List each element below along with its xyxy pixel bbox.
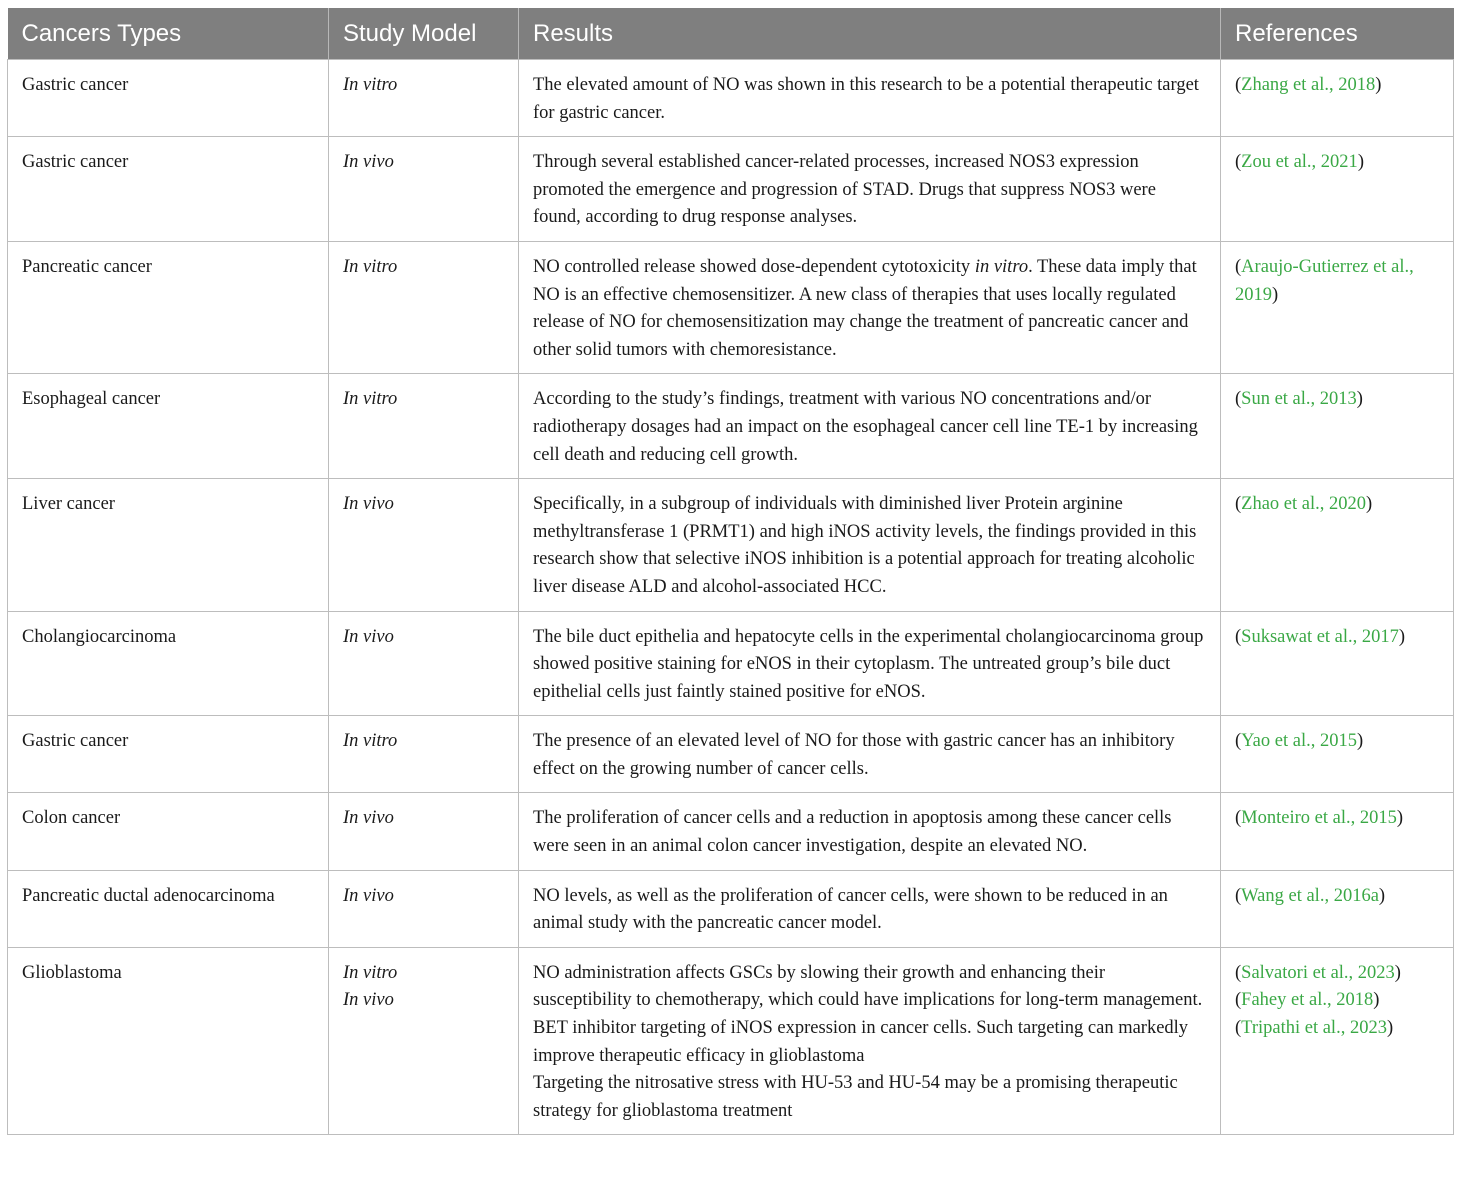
reference-link[interactable]: Araujo-Gutierrez et al., 2019 [1235,256,1414,305]
cell-study-model [329,374,519,479]
reference-citation: (Suksawat et al., 2017) [1235,626,1406,647]
cell-references [1221,870,1454,947]
cell-study-model [329,241,519,373]
cell-study-model [329,947,519,1135]
reference-citation: (Monteiro et al., 2015) [1235,808,1404,829]
reference-citation: (Sun et al., 2013) [1235,389,1363,410]
reference-citation: (Zhang et al., 2018) [1235,75,1382,95]
cell-results [519,793,1221,870]
cell-references [1221,716,1454,793]
reference-link[interactable]: Monteiro et al., 2015 [1241,808,1397,829]
cell-references [1221,374,1454,479]
result-text: NO levels, as well as the proliferation of cancer cells, were shown to be reduced in an animal study with the pancreatic cancer model. [533,885,1168,934]
cell-results [519,60,1221,137]
reference-citation: (Zou et al., 2021) [1235,152,1364,173]
cell-references [1221,479,1454,611]
reference-link[interactable]: Zhang et al., 2018 [1241,75,1376,95]
cell-references [1221,137,1454,242]
cell-results [519,479,1221,611]
reference-citation: (Salvatori et al., 2023) [1235,962,1401,983]
table-row [8,60,1454,137]
cell-study-model [329,60,519,137]
cell-study-model [329,716,519,793]
cell-results [519,870,1221,947]
cell-cancer-type: Gastric cancer [8,137,329,242]
reference-link[interactable]: Salvatori et al., 2023 [1241,962,1395,983]
cell-cancer-type: Gastric cancer [8,60,329,137]
reference-link[interactable]: Fahey et al., 2018 [1241,990,1374,1011]
cell-references [1221,947,1454,1135]
reference-link[interactable]: Suksawat et al., 2017 [1241,626,1399,647]
table-row [8,241,1454,373]
result-text: The presence of an elevated level of NO for those with gastric cancer has an inhibitory effect on the growing number of cancer cells. [533,731,1175,779]
cell-cancer-type: Glioblastoma [8,947,329,1135]
header-references: References [1221,8,1454,60]
table-row [8,793,1454,870]
cell-study-model [329,137,519,242]
result-text: BET inhibitor targeting of iNOS expression in cancer cells. Such targeting can markedly improve therapeutic efficacy in glioblastoma [533,1018,1189,1066]
result-text: The proliferation of cancer cells and a reduction in apoptosis among these cancer cells were seen in an animal colon cancer investigation, despite an elevated NO. [533,808,1172,857]
study-model-label: In vivo [343,626,394,647]
study-model-label: In vivo [343,494,394,515]
result-text: According to the study’s findings, treatment with various NO concentrations and/or radiotherapy dosages had an impact on the esophageal cancer cell line TE-1 by increasing cell death and reducing cell growth. [533,389,1198,465]
cell-results [519,137,1221,242]
result-text: Through several established cancer-related processes, increased NOS3 expression promoted the emergence and progression of STAD. Drugs that suppress NOS3 were found, according to drug response analyses. [533,152,1156,228]
cell-study-model [329,793,519,870]
cell-results [519,611,1221,716]
study-model-label: In vitro [343,731,398,752]
reference-citation: (Zhao et al., 2020) [1235,494,1373,515]
cell-results [519,241,1221,373]
study-model-label: In vivo [343,885,394,906]
table-row [8,870,1454,947]
reference-link[interactable]: Wang et al., 2016a [1241,885,1379,906]
cell-references [1221,241,1454,373]
study-model-label: In vitro [343,256,398,277]
cell-cancer-type: Cholangiocarcinoma [8,611,329,716]
result-text: NO controlled release showed dose-dependent cytotoxicity [533,256,975,277]
cell-references [1221,60,1454,137]
result-text: NO administration affects GSCs by slowing their growth and enhancing their susceptibility to chemotherapy, which could have implications for long-term management. [533,962,1203,1011]
study-model-label: In vivo [343,808,394,829]
cell-study-model [329,479,519,611]
table-header [8,8,1454,60]
study-model-label: In vitro [343,75,398,95]
header-row [8,8,1454,60]
reference-citation: (Fahey et al., 2018) [1235,990,1380,1011]
table-row [8,137,1454,242]
reference-link[interactable]: Yao et al., 2015 [1241,731,1357,752]
table-row [8,611,1454,716]
table-row [8,947,1454,1135]
result-text: Specifically, in a subgroup of individuals with diminished liver Protein arginine methyltransferase 1 (PRMT1) and high iNOS activity levels, the findings provided in this research show that selective iNOS inhibition is a potential approach for treating alcoholic liver disease ALD and alcohol-associated HCC. [533,494,1197,597]
cell-study-model [329,870,519,947]
reference-link[interactable]: Zou et al., 2021 [1241,152,1358,173]
header-cancer-types: Cancers Types [8,8,329,60]
reference-citation: (Wang et al., 2016a) [1235,885,1386,906]
cell-cancer-type: Pancreatic cancer [8,241,329,373]
reference-citation: (Araujo-Gutierrez et al., 2019) [1235,256,1414,305]
cell-results [519,716,1221,793]
results-table-container [7,8,1453,1135]
cell-cancer-type: Pancreatic ductal adenocarcinoma [8,870,329,947]
table-row [8,479,1454,611]
reference-citation: (Tripathi et al., 2023) [1235,1018,1394,1039]
table-row [8,374,1454,479]
study-model-label: In vitro [343,962,398,983]
header-results: Results [519,8,1221,60]
cell-results [519,374,1221,479]
cell-cancer-type: Esophageal cancer [8,374,329,479]
cell-results [519,947,1221,1135]
reference-link[interactable]: Zhao et al., 2020 [1241,494,1367,515]
result-text: The bile duct epithelia and hepatocyte cells in the experimental cholangiocarcinoma group showed positive staining for eNOS in their cytoplasm. The untreated group’s bile duct epithelial cells just faintly stained positive for eNOS. [533,626,1204,702]
header-study-model: Study Model [329,8,519,60]
cell-cancer-type: Colon cancer [8,793,329,870]
cell-references [1221,611,1454,716]
reference-link[interactable]: Tripathi et al., 2023 [1241,1018,1387,1039]
result-text: Targeting the nitrosative stress with HU-53 and HU-54 may be a promising therapeutic strategy for glioblastoma treatment [533,1073,1178,1121]
study-model-label: In vivo [343,152,394,173]
cell-study-model [329,611,519,716]
study-model-label: In vitro [343,389,398,410]
table-body [8,60,1454,1135]
study-model-label: In vivo [343,990,394,1011]
cell-references [1221,793,1454,870]
reference-citation: (Yao et al., 2015) [1235,731,1364,752]
cancer-studies-table [7,8,1454,1135]
result-text: . These data imply that NO is an effective chemosensitizer. A new class of therapies that uses locally regulated release of NO for chemosensitization may change the treatment of pancreatic cancer and other solid tumors with chemoresistance. [533,256,1197,360]
table-row [8,716,1454,793]
result-text-italic: in vitro [974,256,1029,277]
reference-link[interactable]: Sun et al., 2013 [1241,389,1357,410]
cell-cancer-type: Gastric cancer [8,716,329,793]
result-text: The elevated amount of NO was shown in this research to be a potential therapeutic target for gastric cancer. [533,75,1199,123]
cell-cancer-type: Liver cancer [8,479,329,611]
